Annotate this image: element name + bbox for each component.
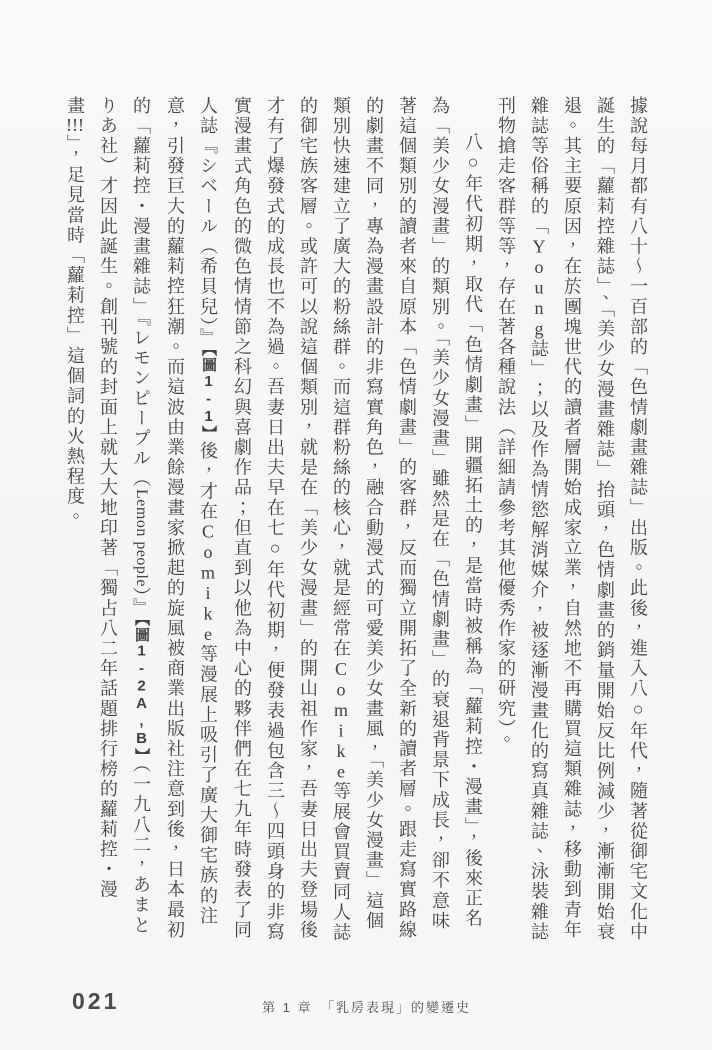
chapter-running-title: 第 1 章 「乳房表現」的變遷史	[262, 1000, 471, 1015]
paragraph-2: 八○年代初期，取代「色情劇畫」開疆拓土的，是當時被稱為「蘿莉控・漫畫」，後來正名為「美少女漫畫」的類別。「美少女漫畫」雖然是在「色情劇畫」的衰退背景下成長，卻不意味著這個類別的讀者來自原本「色情劇畫」的客群，反而獨立開拓了全新的讀者層。跟走寫實路線的劇畫不同，專為漫畫設計的非寫實角色，融合動漫式的可愛美少女畫風，「美少女漫畫」這個類別快速建立了廣大的粉絲群。而這群粉絲的核心，就是經常在Comike等展會買賣同人誌的御宅族客層。或許可以說這個類別，就是在「美少女漫畫」的開山祖作家，吾妻日出夫登場後才有了爆發式的成長也不為過。吾妻日出夫早在七○年代初期，便發表過包含三～四頭身的非寫實漫畫式角色的微色情情節之科幻與喜劇作品；但直到以他為中心的夥伴們在七九年時發表了同人誌『シベール（希貝兒）』【圖1-1】後，才在Comike等漫展上吸引了廣大御宅族的注意，引發巨大的蘿莉控狂潮。而這波由業餘漫畫家掀起的旋風被商業出版社注意到後，日本最初的「蘿莉控・漫畫雜誌」『レモンピープル（Lemon people）』【圖1-2A,B】（一九八二，あまとりあ社）才因此誕生。創刊號的封面上就大大地印著「獨占八二年話題排行榜的蘿莉控・漫畫!!!」，足見當時「蘿莉控」這個詞的火熱程度。	[65, 96, 483, 943]
body-text	[58, 96, 654, 944]
paragraph-1: 據說每月都有八十～一百部的「色情劇畫雜誌」出版。此後，進入八○年代，隨著從御宅文化中誕生的「蘿莉控雜誌」、「美少女漫畫雜誌」抬頭，色情劇畫的銷量開始反比例減少，漸漸開始衰退。其主要原因，在於團塊世代的讀者層開始成家立業，自然地不再購買這類雜誌，移動到青年雜誌等俗稱的「Young誌」；以及作為情慾解消媒介，被逐漸漫畫化的寫真雜誌、泳裝雜誌刊物搶走客群等等，存在著各種說法（詳細請參考其他優秀作家的研究）。	[496, 96, 648, 943]
page-number: 021	[72, 988, 120, 1014]
